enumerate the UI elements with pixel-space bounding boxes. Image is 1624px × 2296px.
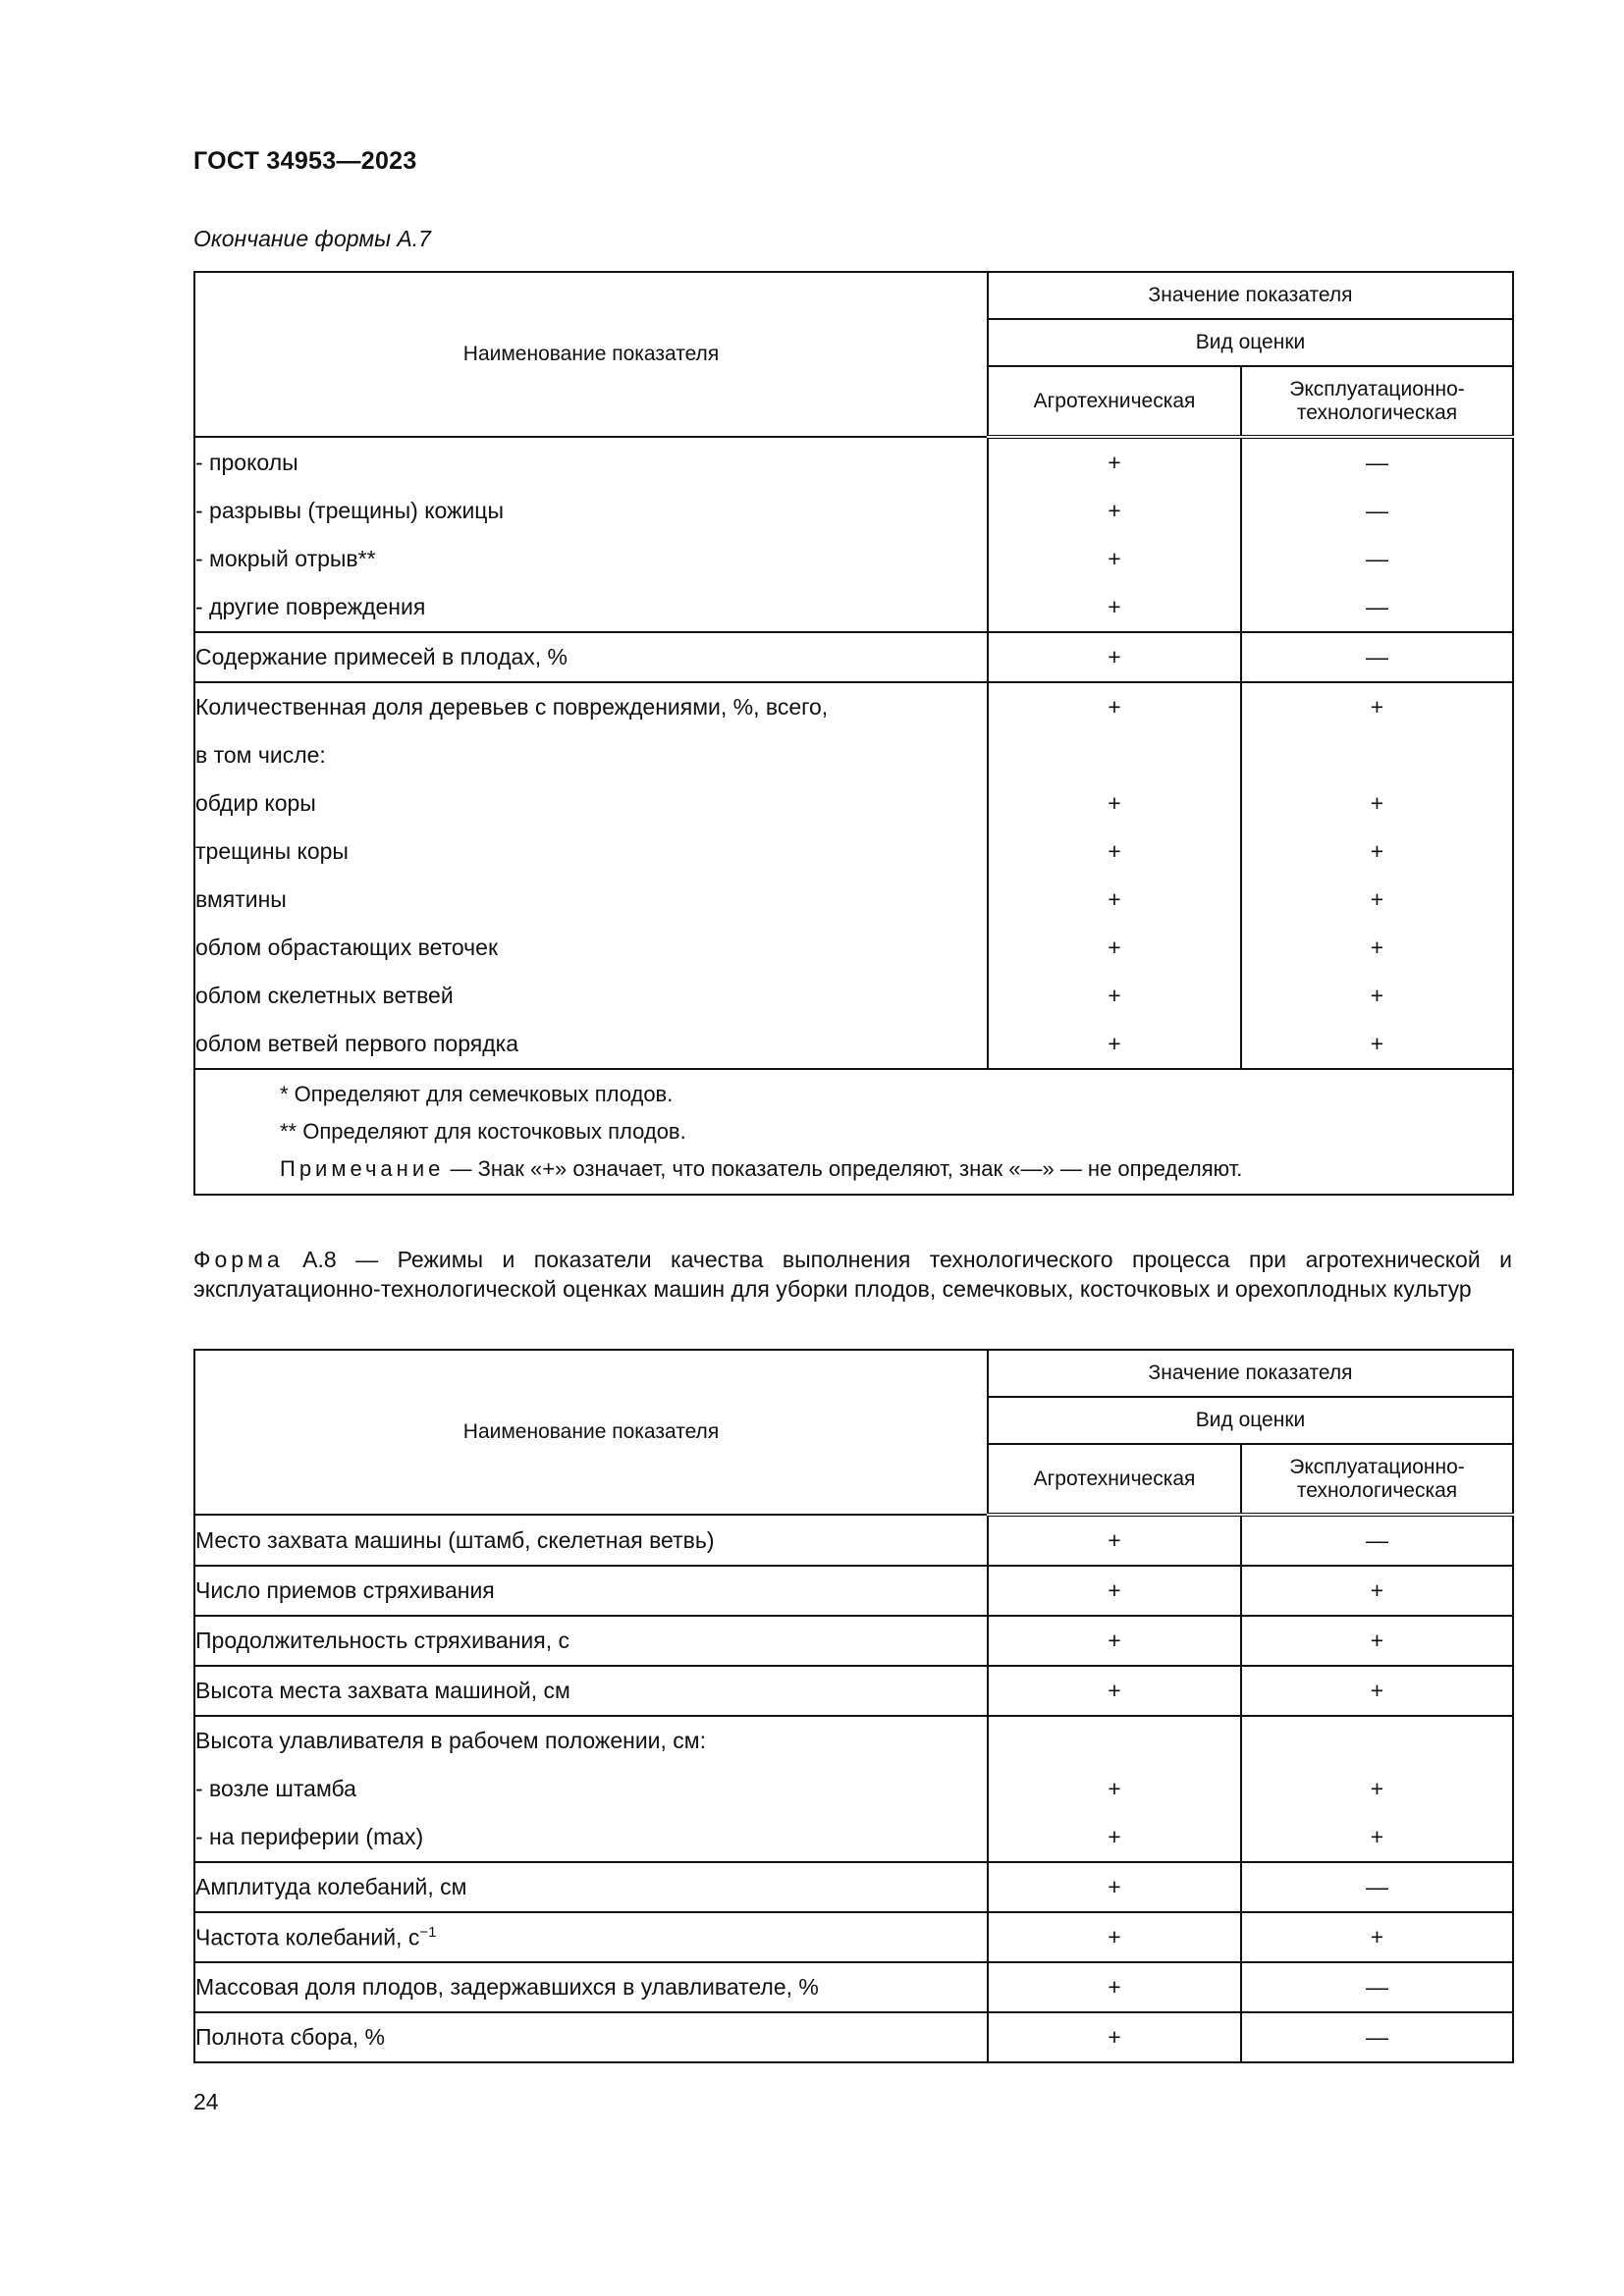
column-header-name: Наименование показателя (194, 1350, 988, 1515)
table-row: облом ветвей первого порядка + + (194, 1020, 1513, 1069)
form-caption-text: А.8 — Режимы и показатели качества выполнения технологического процесса при агротехнической и эксплуатационно-технологической оценках машин для уборки плодов, семечковых, косточковых и орехоплодных культур (193, 1247, 1512, 1302)
footnote-2: ** Определяют для косточковых плодов. (280, 1119, 686, 1144)
table-row: - другие повреждения + — (194, 583, 1513, 632)
column-header-eval-type: Вид оценки (988, 319, 1513, 366)
table-row: в том числе: (194, 731, 1513, 779)
column-header-value: Значение показателя (988, 1350, 1513, 1397)
table-row: облом скелетных ветвей + + (194, 972, 1513, 1020)
indicators-table-a8 (193, 1349, 1514, 2063)
table-notes (194, 1069, 1513, 1195)
table-row: трещины коры + + (194, 828, 1513, 876)
note-text: — Знак «+» означает, что показатель определяют, знак «—» — не определяют. (444, 1156, 1243, 1181)
column-header-name: Наименование показателя (194, 272, 988, 437)
table-note (280, 1150, 1512, 1188)
page-number: 24 (193, 2089, 219, 2114)
table-row: вмятины + + (194, 876, 1513, 924)
note-label: Примечание (280, 1156, 445, 1181)
column-header-agro: Агротехническая (988, 1444, 1241, 1515)
document-header: ГОСТ 34953—2023 (193, 147, 417, 175)
table-row: - разрывы (трещины) кожицы + — (194, 487, 1513, 535)
table-row: Полнота сбора, % + — (194, 2012, 1513, 2062)
form-a8-caption (193, 1245, 1512, 1304)
table-row: Частота колебаний, $с^{-1}$ + + (194, 1912, 1513, 1962)
table-row: Массовая доля плодов, задержавшихся в улавливателе, % + — (194, 1962, 1513, 2012)
column-header-agro: Агротехническая (988, 366, 1241, 437)
table-row: Амплитуда колебаний, см + — (194, 1862, 1513, 1912)
indicators-table-a7 (193, 271, 1514, 1196)
table-row: - мокрый отрыв** + — (194, 535, 1513, 583)
table-row: - проколы + — (194, 437, 1513, 487)
table-row: Место захвата машины (штамб, скелетная ветвь) + — (194, 1515, 1513, 1566)
table-row: Высота улавливателя в рабочем положении, см: (194, 1716, 1513, 1765)
table-row: обдир коры + + (194, 779, 1513, 828)
table-caption: Окончание формы А.7 (193, 226, 431, 251)
form-label: Форма (193, 1247, 284, 1272)
table-row: - на периферии (max) + + (194, 1813, 1513, 1862)
table-row: Продолжительность стряхивания, с + + (194, 1616, 1513, 1666)
table-row: Высота места захвата машиной, см + + (194, 1666, 1513, 1716)
column-header-value: Значение показателя (988, 272, 1513, 319)
table-row: Количественная доля деревьев с повреждениями, %, всего, + + (194, 682, 1513, 731)
column-header-expl: Эксплуатационно- технологическая (1241, 1444, 1513, 1515)
table-row: - возле штамба + + (194, 1765, 1513, 1813)
table-row: Число приемов стряхивания + + (194, 1566, 1513, 1616)
column-header-expl: Эксплуатационно- технологическая (1241, 366, 1513, 437)
column-header-eval-type: Вид оценки (988, 1397, 1513, 1444)
footnote-1: * Определяют для семечковых плодов. (280, 1082, 674, 1106)
table-row: Содержание примесей в плодах, % + — (194, 632, 1513, 682)
table-row: облом обрастающих веточек + + (194, 924, 1513, 972)
